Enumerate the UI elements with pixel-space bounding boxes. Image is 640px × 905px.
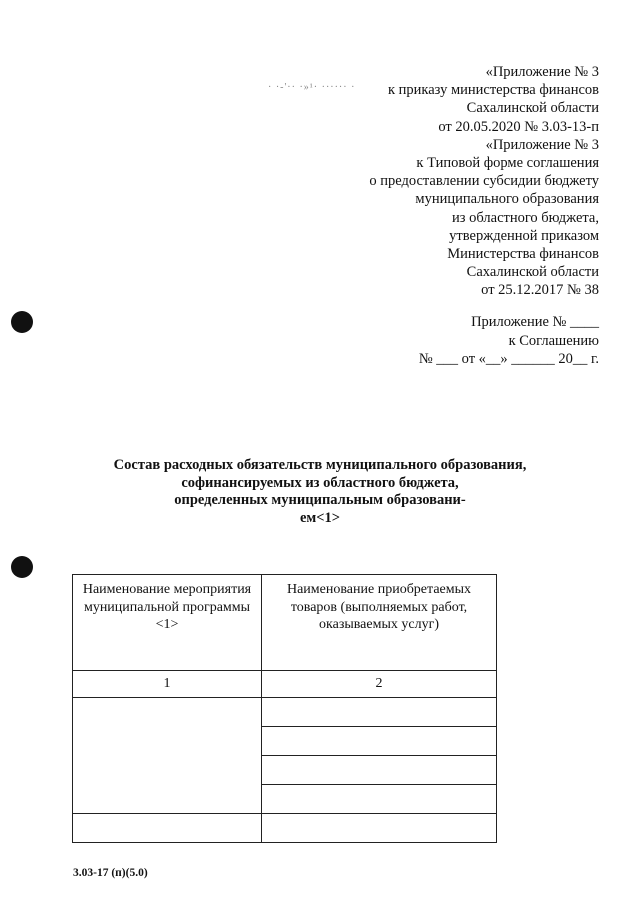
table-cell-activity [73, 698, 262, 814]
title-line: софинансируемых из областного бюджета, [181, 474, 459, 491]
agreement-to-line: к Соглашению [508, 332, 599, 349]
header-line: «Приложение № 3 [485, 64, 599, 80]
agreement-appendix-line: Приложение № ____ [471, 314, 599, 330]
title-line: Состав расходных обязательств муниципального образования, [113, 457, 527, 473]
column-header-activity-text: Наименование мероприятия муниципальной программы <1> [82, 582, 252, 632]
header-line: от 25.12.2017 № 38 [481, 282, 599, 299]
obligations-table [72, 574, 497, 843]
header-line: Сахалинской области [466, 100, 599, 117]
header-line: Сахалинской области [466, 264, 599, 281]
column-header-goods-text: Наименование приобретаемых товаров (выполняемых работ, оказываемых услуг) [286, 582, 472, 632]
title-line: ем<1> [299, 509, 341, 526]
header-line: утвержденной приказом [449, 227, 599, 244]
header-line: муниципального образования [415, 191, 599, 208]
header-line: к Типовой форме соглашения [416, 155, 599, 172]
scan-noise: · ·-'·· ·»¹· ······ · [268, 82, 356, 93]
agreement-reference-block [419, 313, 599, 369]
column-header-activity [73, 575, 262, 671]
table-cell-activity [73, 814, 262, 843]
header-line: Министерства финансов [447, 246, 599, 263]
title-line: определенных муниципальным образовани- [174, 492, 466, 508]
table-cell-goods [262, 698, 497, 727]
column-number-1: 1 [73, 671, 262, 698]
punch-hole-top [11, 311, 33, 333]
appendix-header-block [369, 63, 599, 300]
form-code: 3.03-17 (п)(5.0) [73, 867, 148, 879]
table-cell-goods [262, 727, 497, 756]
header-line: к приказу министерства финансов [387, 82, 599, 99]
header-line: о предоставлении субсидии бюджету [369, 173, 599, 190]
header-line: из областного бюджета, [452, 209, 599, 226]
punch-hole-bottom [11, 556, 33, 578]
header-line: от 20.05.2020 № 3.03-13-п [438, 118, 599, 135]
document-title [100, 457, 540, 527]
column-header-goods [262, 575, 497, 671]
table-cell-goods [262, 756, 497, 785]
header-line: «Приложение № 3 [485, 136, 599, 153]
table-cell-goods [262, 814, 497, 843]
column-number-2: 2 [262, 671, 497, 698]
table-cell-goods [262, 785, 497, 814]
agreement-number-date-line: № ___ от «__» ______ 20__ г. [418, 351, 599, 367]
